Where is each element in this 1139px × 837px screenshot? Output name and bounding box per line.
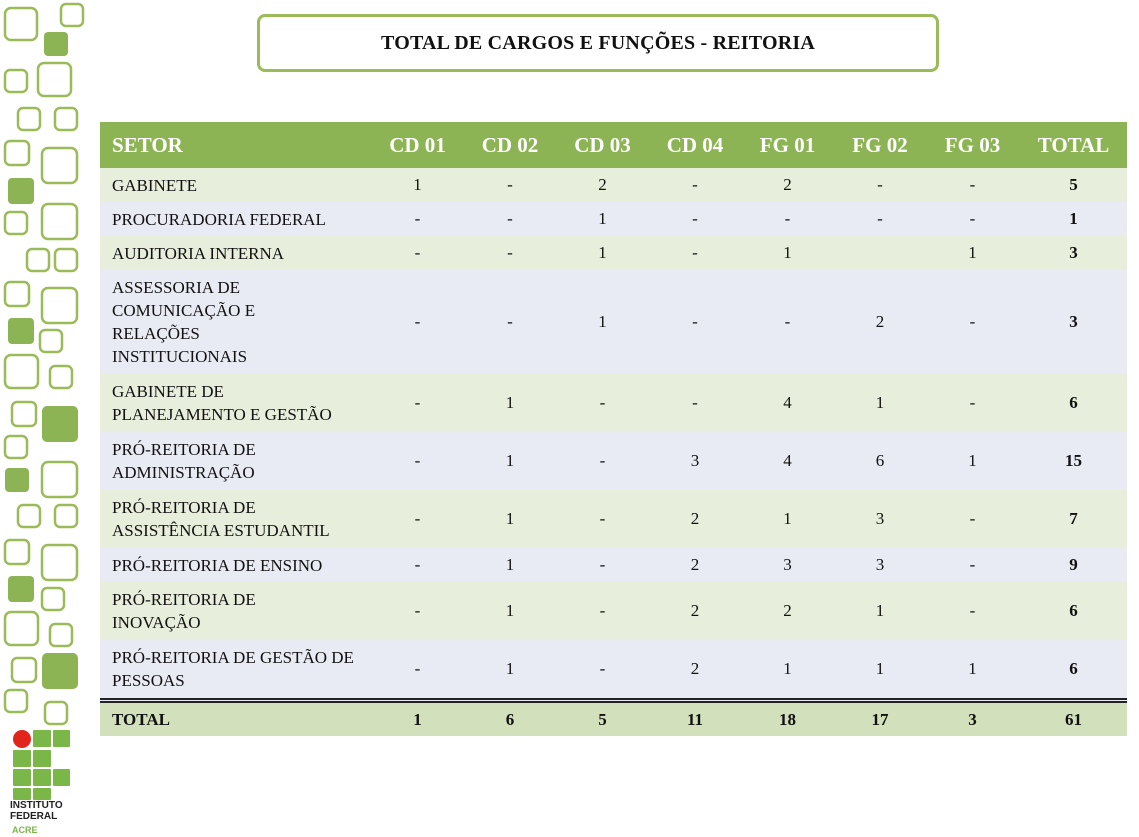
cell-fg03: - (925, 548, 1020, 582)
cell-fg01: 4 (740, 374, 835, 432)
cell-fg01: 1 (740, 640, 835, 701)
cell-cd04: 3 (650, 432, 740, 490)
cell-total: 6 (1020, 640, 1127, 701)
logo-line2: FEDERAL (10, 811, 58, 822)
cell-cd04: 2 (650, 490, 740, 548)
cell-cd04: - (650, 168, 740, 202)
cell-cd03: - (555, 640, 650, 701)
cell-cd04: 2 (650, 548, 740, 582)
cell-fg02: 6 (835, 432, 925, 490)
cell-cd01: - (370, 432, 465, 490)
cell-fg02: - (835, 168, 925, 202)
cell-setor: PRÓ-REITORIA DE ADMINISTRAÇÃO (100, 432, 370, 490)
cell-fg01: - (740, 202, 835, 236)
cell-cd03: - (555, 432, 650, 490)
cell-cd04: - (650, 374, 740, 432)
cell-cd01: - (370, 270, 465, 374)
cell-cd01: - (370, 202, 465, 236)
cell-cd01: - (370, 490, 465, 548)
cell-setor: PROCURADORIA FEDERAL (100, 202, 370, 236)
column-header-cd02: CD 02 (465, 122, 555, 168)
cell-setor: GABINETE DE PLANEJAMENTO E GESTÃO (100, 374, 370, 432)
cell-cd02: 1 (465, 582, 555, 640)
cell-fg02: 1 (835, 640, 925, 701)
cell-total: 6 (1020, 374, 1127, 432)
cell-cd01: - (370, 374, 465, 432)
table-row (100, 548, 1127, 582)
cell-cd01: - (370, 548, 465, 582)
total-label: TOTAL (100, 701, 370, 737)
cell-cd01: - (370, 640, 465, 701)
cell-cd01: - (370, 582, 465, 640)
column-header-cd01: CD 01 (370, 122, 465, 168)
cell-cd02: 1 (465, 640, 555, 701)
cell-fg03: - (925, 202, 1020, 236)
cell-fg03: - (925, 490, 1020, 548)
cell-cd03: - (555, 548, 650, 582)
cell-setor: PRÓ-REITORIA DE ENSINO (100, 548, 370, 582)
cell-total: 1 (1020, 202, 1127, 236)
cell-setor: PRÓ-REITORIA DE GESTÃO DE PESSOAS (100, 640, 370, 701)
cell-cd03: 2 (555, 168, 650, 202)
cell-cd01: - (370, 236, 465, 270)
table-row (100, 582, 1127, 640)
cell-setor: GABINETE (100, 168, 370, 202)
cell-fg02 (835, 236, 925, 270)
cell-fg01: 3 (740, 548, 835, 582)
cell-fg03: 1 (925, 236, 1020, 270)
column-header-fg02: FG 02 (835, 122, 925, 168)
cell-total: 9 (1020, 548, 1127, 582)
cell-cd03: 1 (555, 270, 650, 374)
cell-fg02: 3 (835, 490, 925, 548)
total-cd01: 1 (370, 701, 465, 737)
total-fg01: 18 (740, 701, 835, 737)
cell-cd02: 1 (465, 490, 555, 548)
cell-fg01: 2 (740, 582, 835, 640)
logo-text (10, 800, 90, 822)
cargos-table (100, 122, 1127, 736)
cell-cd04: - (650, 236, 740, 270)
column-header-fg01: FG 01 (740, 122, 835, 168)
cell-cd02: - (465, 236, 555, 270)
cell-fg02: 2 (835, 270, 925, 374)
column-header-setor: SETOR (100, 122, 370, 168)
cell-fg01: 4 (740, 432, 835, 490)
table-row (100, 432, 1127, 490)
cell-fg01: 2 (740, 168, 835, 202)
cell-fg02: 3 (835, 548, 925, 582)
cell-fg03: - (925, 270, 1020, 374)
cell-fg01: - (740, 270, 835, 374)
table-row (100, 374, 1127, 432)
cell-setor: AUDITORIA INTERNA (100, 236, 370, 270)
column-header-fg03: FG 03 (925, 122, 1020, 168)
cell-fg03: - (925, 374, 1020, 432)
cell-fg01: 1 (740, 236, 835, 270)
instituto-federal-logo (12, 728, 72, 800)
table-row (100, 236, 1127, 270)
cell-cd03: - (555, 374, 650, 432)
page-title: TOTAL DE CARGOS E FUNÇÕES - REITORIA (257, 14, 939, 72)
column-header-total: TOTAL (1020, 122, 1127, 168)
total-grand: 61 (1020, 701, 1127, 737)
table-total-row (100, 701, 1127, 737)
total-fg03: 3 (925, 701, 1020, 737)
cell-cd02: 1 (465, 548, 555, 582)
column-header-cd04: CD 04 (650, 122, 740, 168)
logo-sub: ACRE (12, 825, 38, 835)
cell-setor: ASSESSORIA DE COMUNICAÇÃO E RELAÇÕES INSTITUCIONAIS (100, 270, 370, 374)
cell-cd04: - (650, 202, 740, 236)
cell-setor: PRÓ-REITORIA DE ASSISTÊNCIA ESTUDANTIL (100, 490, 370, 548)
total-cd04: 11 (650, 701, 740, 737)
cell-cd04: - (650, 270, 740, 374)
cell-total: 15 (1020, 432, 1127, 490)
cell-cd03: 1 (555, 236, 650, 270)
cell-setor: PRÓ-REITORIA DE INOVAÇÃO (100, 582, 370, 640)
cell-cd02: 1 (465, 432, 555, 490)
decorative-squares-border (0, 0, 95, 837)
cell-total: 5 (1020, 168, 1127, 202)
cell-cd02: - (465, 168, 555, 202)
cell-cd01: 1 (370, 168, 465, 202)
table-row (100, 640, 1127, 701)
cell-fg02: - (835, 202, 925, 236)
cell-fg02: 1 (835, 582, 925, 640)
cell-cd02: 1 (465, 374, 555, 432)
cell-cd03: 1 (555, 202, 650, 236)
table-header-row (100, 122, 1127, 168)
table-row (100, 270, 1127, 374)
cell-cd03: - (555, 490, 650, 548)
cell-total: 6 (1020, 582, 1127, 640)
cell-fg01: 1 (740, 490, 835, 548)
cell-cd02: - (465, 270, 555, 374)
table-row (100, 168, 1127, 202)
total-fg02: 17 (835, 701, 925, 737)
cell-cd04: 2 (650, 582, 740, 640)
table-row (100, 202, 1127, 236)
cell-cd04: 2 (650, 640, 740, 701)
cell-fg02: 1 (835, 374, 925, 432)
logo-line1: INSTITUTO (10, 800, 63, 811)
total-cd03: 5 (555, 701, 650, 737)
cell-fg03: - (925, 168, 1020, 202)
cell-fg03: - (925, 582, 1020, 640)
table-row (100, 490, 1127, 548)
cell-total: 3 (1020, 236, 1127, 270)
total-cd02: 6 (465, 701, 555, 737)
column-header-cd03: CD 03 (555, 122, 650, 168)
cell-fg03: 1 (925, 432, 1020, 490)
cell-cd03: - (555, 582, 650, 640)
cell-total: 3 (1020, 270, 1127, 374)
cell-cd02: - (465, 202, 555, 236)
cell-total: 7 (1020, 490, 1127, 548)
cell-fg03: 1 (925, 640, 1020, 701)
